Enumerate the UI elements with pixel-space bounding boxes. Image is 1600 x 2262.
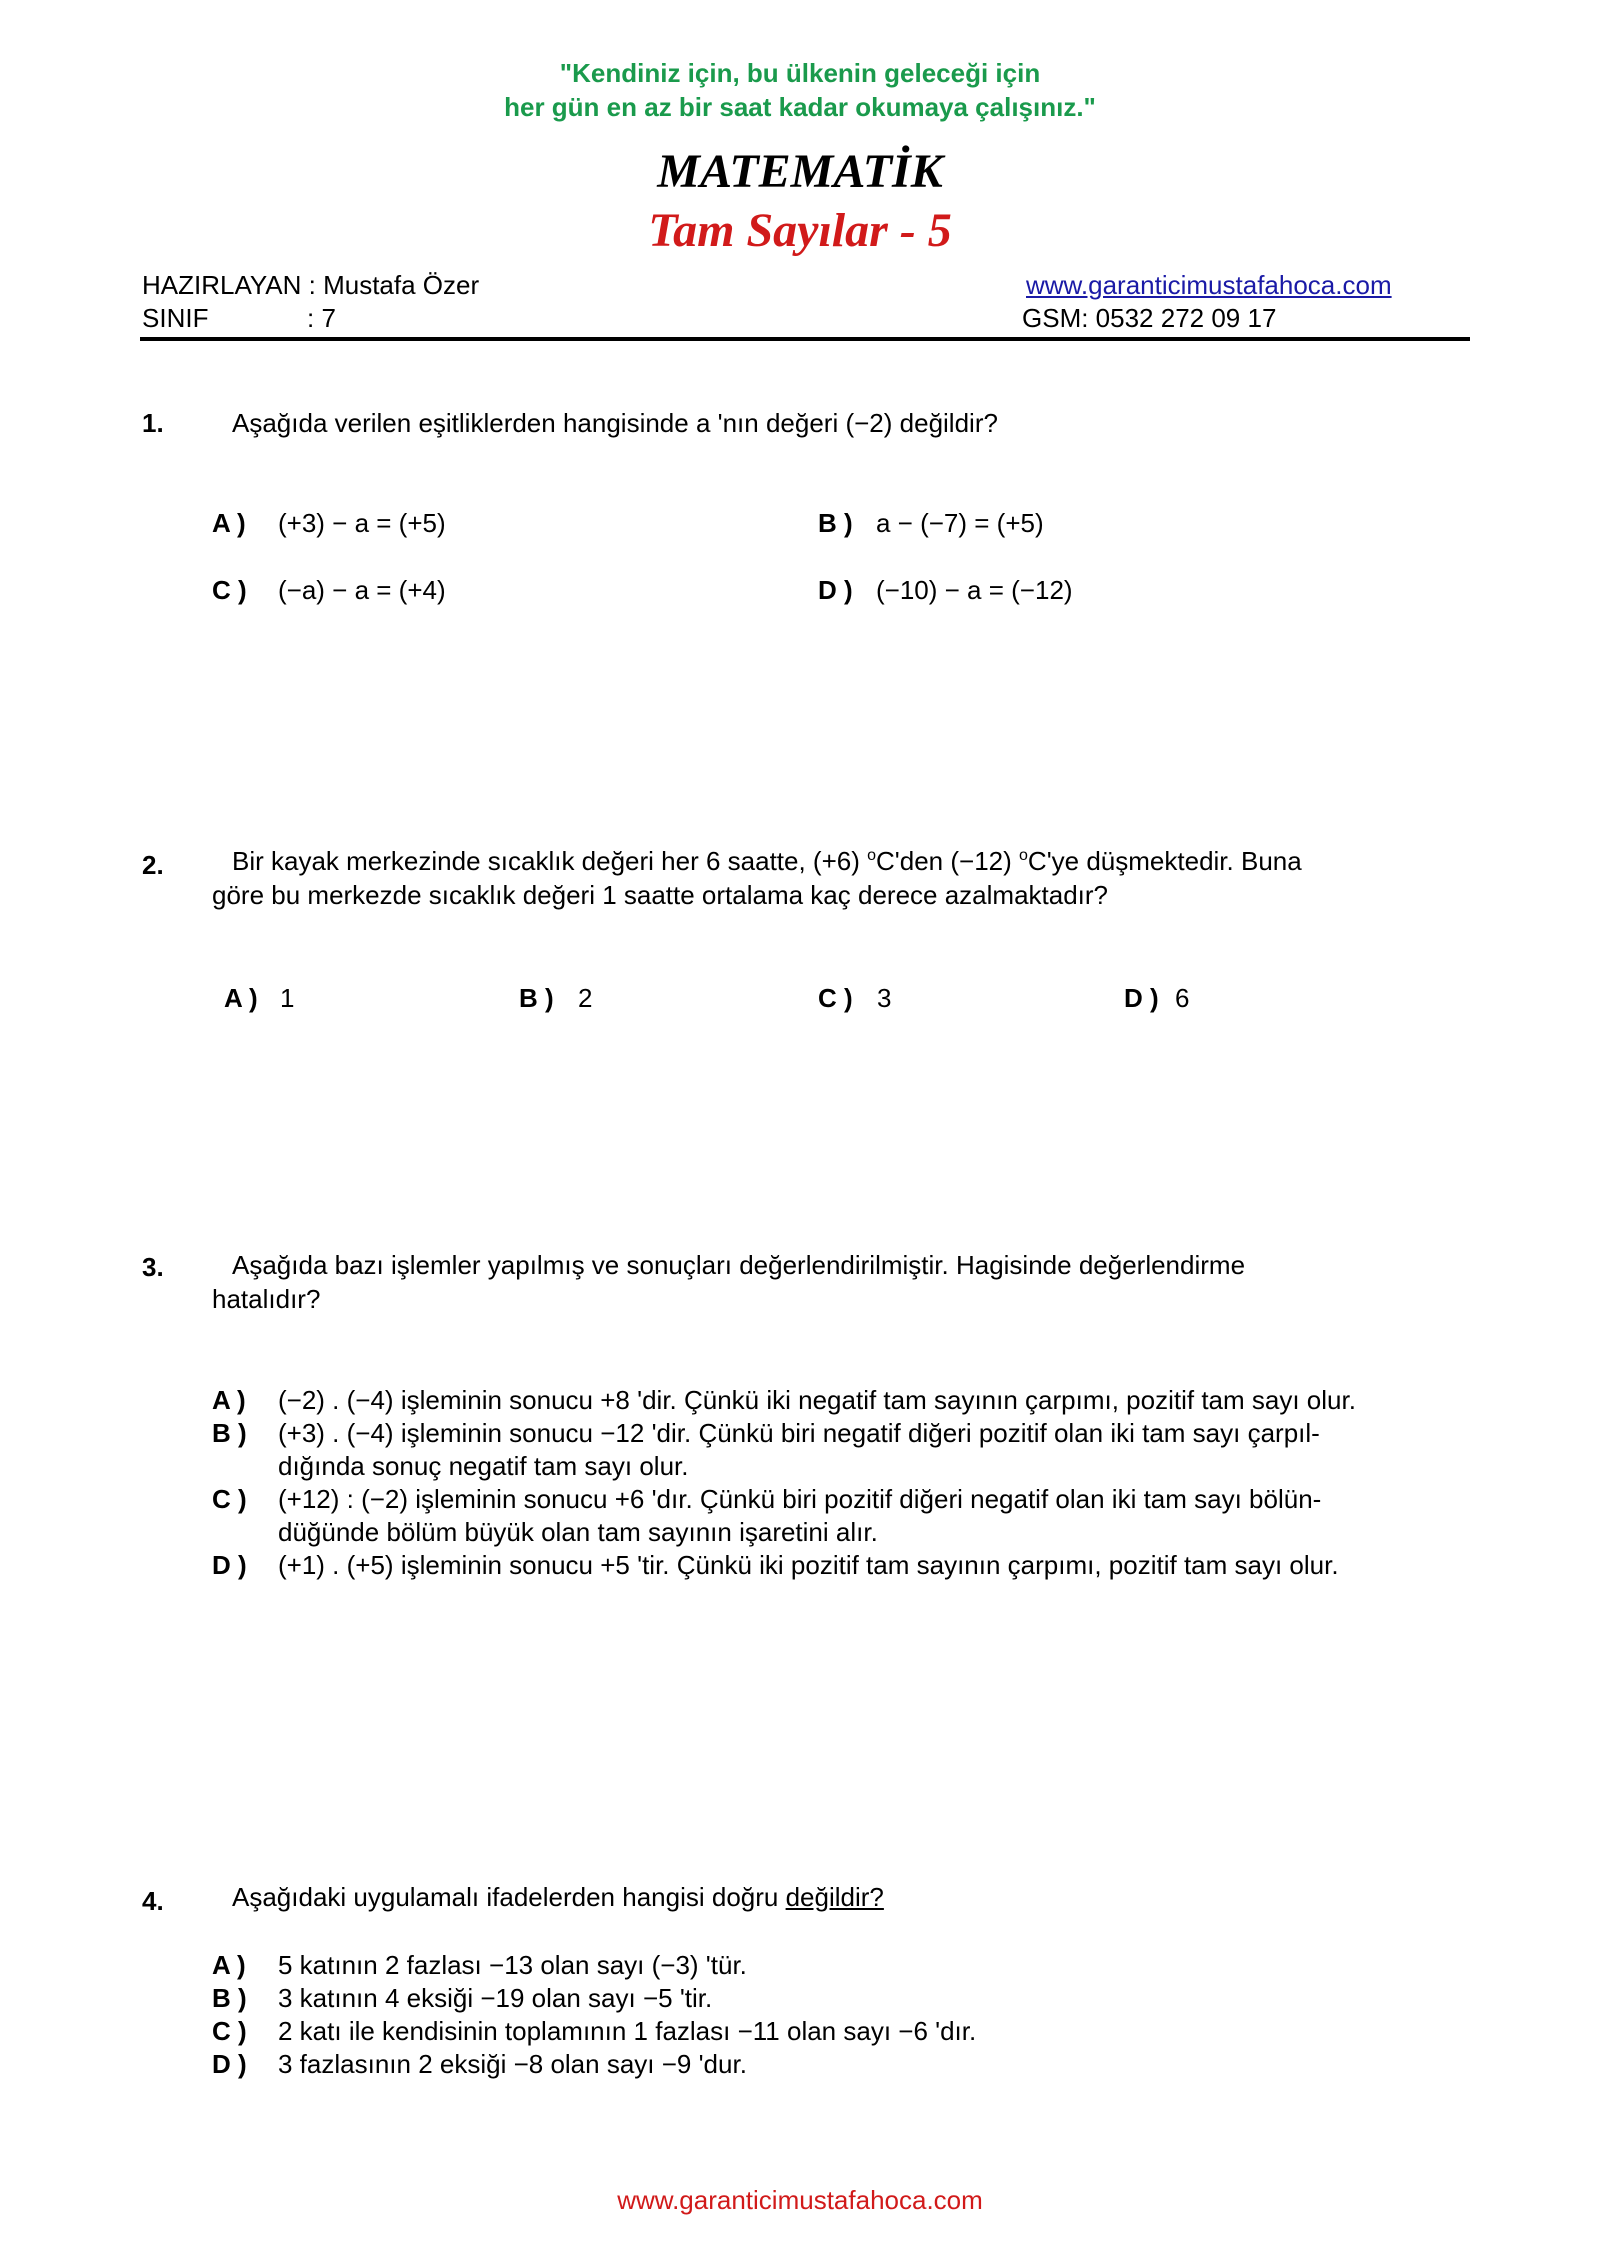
page-subtitle: Tam Sayılar - 5 bbox=[648, 204, 952, 257]
author-label: HAZIRLAYAN : Mustafa Özer bbox=[142, 270, 480, 300]
question-3-option-a-label: A ) bbox=[212, 1385, 246, 1415]
question-1-option-b-label: B ) bbox=[818, 508, 853, 538]
question-3-option-c-text-cont: düğünde bölüm büyük olan tam sayının işaretini alır. bbox=[278, 1517, 878, 1547]
question-4-option-c-text: 2 katı ile kendisinin toplamının 1 fazlası −11 olan sayı −6 'dır. bbox=[278, 2016, 977, 2046]
question-4-option-b-text: 3 katının 4 eksiği −19 olan sayı −5 'tir. bbox=[278, 1983, 713, 2013]
question-1-option-a-label: A ) bbox=[212, 508, 246, 538]
question-1-option-d-text: (−10) − a = (−12) bbox=[876, 575, 1073, 605]
question-2-option-b-text: 2 bbox=[578, 983, 593, 1013]
question-1-number: 1. bbox=[142, 408, 164, 438]
motto-line-1: "Kendiniz için, bu ülkenin geleceği için bbox=[559, 58, 1041, 88]
question-4-number: 4. bbox=[142, 1886, 164, 1916]
question-2-option-b-label: B ) bbox=[519, 983, 554, 1013]
question-1-option-c-label: C ) bbox=[212, 575, 247, 605]
question-4-option-b-label: B ) bbox=[212, 1983, 247, 2013]
question-2-text-line-2: göre bu merkezde sıcaklık değeri 1 saatte ortalama kaç derece azalmaktadır? bbox=[212, 880, 1109, 910]
motto-line-2: her gün en az bir saat kadar okumaya çalışınız." bbox=[504, 92, 1096, 122]
question-3-option-d-label: D ) bbox=[212, 1550, 247, 1580]
class-label: SINIF bbox=[142, 303, 209, 333]
class-value: : 7 bbox=[307, 303, 336, 333]
question-4-underlined-word: değildir? bbox=[785, 1882, 884, 1912]
question-1-option-d-label: D ) bbox=[818, 575, 853, 605]
question-3-option-b-text-cont: dığında sonuç negatif tam sayı olur. bbox=[278, 1451, 689, 1481]
question-3-number: 3. bbox=[142, 1252, 164, 1282]
question-2-option-a-text: 1 bbox=[280, 983, 295, 1013]
question-2-option-d-label: D ) bbox=[1124, 983, 1159, 1013]
page-title: MATEMATİK bbox=[657, 145, 943, 198]
header-divider bbox=[140, 337, 1470, 341]
question-3-text-line-2: hatalıdır? bbox=[212, 1284, 321, 1314]
question-1-option-c-text: (−a) − a = (+4) bbox=[278, 575, 446, 605]
question-3-option-c-label: C ) bbox=[212, 1484, 247, 1514]
question-3-option-a-text: (−2) . (−4) işleminin sonucu +8 'dir. Çünkü iki negatif tam sayının çarpımı, pozitif tam sayı olur. bbox=[278, 1385, 1356, 1415]
question-2-option-a-label: A ) bbox=[224, 983, 258, 1013]
question-3-option-c-text: (+12) : (−2) işleminin sonucu +6 'dır. Çünkü biri pozitif diğeri negatif olan iki tam sayı bölün- bbox=[278, 1484, 1322, 1514]
question-4-option-c-label: C ) bbox=[212, 2016, 247, 2046]
question-2-text-line-1: Bir kayak merkezinde sıcaklık değeri her 6 saatte, (+6) $^o$C'den (−12) $^o$C'ye düşmektedir. Buna bbox=[232, 846, 1302, 876]
footer-website[interactable]: www.garanticimustafahoca.com bbox=[617, 2185, 983, 2215]
question-4-text: Aşağıdaki uygulamalı ifadelerden hangisi doğru değildir? bbox=[232, 1882, 884, 1912]
question-1-text: Aşağıda verilen eşitliklerden hangisinde a 'nın değeri (−2) değildir? bbox=[232, 408, 998, 438]
question-2-option-c-text: 3 bbox=[877, 983, 892, 1013]
question-3-text-line-1: Aşağıda bazı işlemler yapılmış ve sonuçları değerlendirilmiştir. Hagisinde değerlendirme bbox=[232, 1250, 1246, 1280]
question-4-option-d-label: D ) bbox=[212, 2049, 247, 2079]
question-3-option-b-text: (+3) . (−4) işleminin sonucu −12 'dir. Çünkü biri negatif diğeri pozitif olan iki tam sayı çarpıl- bbox=[278, 1418, 1320, 1448]
website-link[interactable]: www.garanticimustafahoca.com bbox=[1026, 270, 1392, 300]
question-4-option-d-text: 3 fazlasının 2 eksiği −8 olan sayı −9 'dur. bbox=[278, 2049, 747, 2079]
question-2-option-d-text: 6 bbox=[1175, 983, 1190, 1013]
question-1-option-b-text: a − (−7) = (+5) bbox=[876, 508, 1044, 538]
question-1-option-a-text: (+3) − a = (+5) bbox=[278, 508, 446, 538]
question-2-number: 2. bbox=[142, 850, 164, 880]
question-4-option-a-text: 5 katının 2 fazlası −13 olan sayı (−3) 'tür. bbox=[278, 1950, 747, 1980]
question-4-option-a-label: A ) bbox=[212, 1950, 246, 1980]
question-3-option-b-label: B ) bbox=[212, 1418, 247, 1448]
phone-number: GSM: 0532 272 09 17 bbox=[1022, 303, 1277, 333]
question-3-option-d-text: (+1) . (+5) işleminin sonucu +5 'tir. Çünkü iki pozitif tam sayının çarpımı, pozitif tam sayı olur. bbox=[278, 1550, 1339, 1580]
question-2-option-c-label: C ) bbox=[818, 983, 853, 1013]
